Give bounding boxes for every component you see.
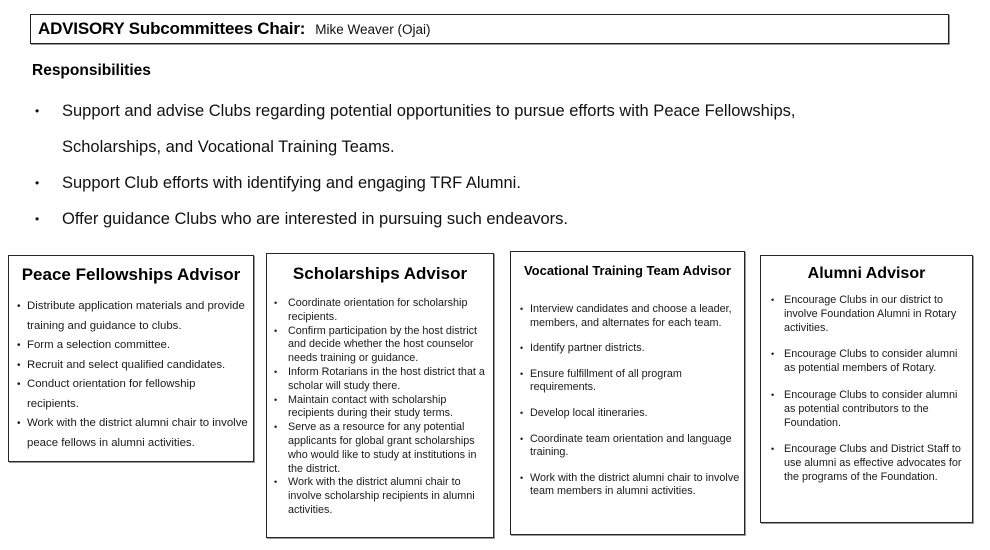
list-item-text: Inform Rotarians in the host district that a scholar will study there. <box>288 365 485 392</box>
list-item-text: Work with the district alumni chair to involve peace fellows in alumni activities. <box>27 417 248 449</box>
list-item-text: Encourage Clubs to consider alumni as potential contributors to the Foundation. <box>784 388 958 429</box>
advisor-duty-list <box>267 297 493 526</box>
list-item <box>269 421 491 476</box>
bullet-icon: • <box>274 477 278 488</box>
advisor-card-title: Peace Fellowships Advisor <box>21 265 241 284</box>
list-item-text: Encourage Clubs to consider alumni as potential members of Rotary. <box>784 348 958 375</box>
advisor-card-scholarships <box>266 253 494 538</box>
list-item <box>768 348 968 376</box>
list-item <box>768 294 968 335</box>
advisor-card-peace-fellowships <box>8 255 254 462</box>
list-item-text: Interview candidates and choose a leader, members, and alternates for each team. <box>530 303 732 329</box>
list-item-text: Encourage Clubs and District Staff to use alumni as effective advocates for the programs of the Foundation. <box>784 443 962 483</box>
advisor-card-alumni <box>760 255 973 523</box>
list-item <box>17 336 249 356</box>
list-item <box>269 394 491 422</box>
advisor-card-vocational-training <box>510 251 745 535</box>
advisor-card-title: Vocational Training Team Advisor <box>523 263 732 278</box>
list-item <box>519 407 740 421</box>
bullet-icon: • <box>520 433 524 444</box>
list-item-text: Encourage Clubs in our district to involve Foundation Alumni in Rotary activities. <box>784 294 957 334</box>
list-item-text: Coordinate team orientation and language training. <box>530 432 732 459</box>
list-item <box>519 433 740 460</box>
bullet-icon: • <box>520 343 524 354</box>
list-item <box>17 356 249 376</box>
list-item-text: Ensure fulfillment of all program requirements. <box>530 367 682 394</box>
list-item-text: Identify partner districts. <box>530 342 645 355</box>
bullet-icon: • <box>520 368 524 379</box>
list-item <box>32 93 877 165</box>
advisor-duty-list <box>511 303 744 507</box>
list-item <box>32 165 877 201</box>
list-item <box>768 443 968 484</box>
chair-name: Mike Weaver (Ojai) <box>315 21 431 37</box>
list-item-text: Support Club efforts with identifying and engaging TRF Alumni. <box>62 174 521 192</box>
list-item <box>519 342 740 356</box>
bullet-icon: • <box>17 340 21 351</box>
list-item <box>269 476 491 517</box>
list-item-text: Support and advise Clubs regarding potential opportunities to pursue efforts with Peace Fellowships, Scholarships, and Vocational Training Teams. <box>62 102 796 156</box>
list-item <box>269 366 491 394</box>
bullet-icon: • <box>274 325 278 336</box>
bullet-icon: • <box>274 298 278 308</box>
list-item <box>17 375 249 414</box>
bullet-icon: • <box>520 304 524 314</box>
bullet-icon: • <box>520 472 524 483</box>
bullet-icon: • <box>274 394 278 405</box>
chair-header-box <box>30 14 949 44</box>
bullet-icon: • <box>35 104 40 118</box>
list-item-text: Conduct orientation for fellowship recipients. <box>27 378 196 410</box>
list-item-text: Serve as a resource for any potential applicants for global grant scholarships who would like to study at institutions in the district. <box>288 421 477 475</box>
responsibilities-heading: Responsibilities <box>32 62 151 79</box>
list-item <box>17 414 249 453</box>
list-item-text: Maintain contact with scholarship recipients during their study terms. <box>288 393 454 420</box>
list-item <box>17 297 249 336</box>
advisor-duty-list <box>761 294 972 493</box>
list-item <box>768 389 968 430</box>
list-item-text: Develop local itineraries. <box>530 406 648 419</box>
responsibilities-list <box>32 93 877 237</box>
list-item <box>519 368 740 395</box>
advisor-card-title: Alumni Advisor <box>807 265 926 282</box>
bullet-icon: • <box>35 176 40 190</box>
list-item-text: Work with the district alumni chair to involve team members in alumni activities. <box>530 471 740 498</box>
advisor-duty-list <box>9 297 253 461</box>
bullet-icon: • <box>274 366 278 377</box>
list-item-text: Distribute application materials and provide training and guidance to clubs. <box>27 300 245 332</box>
bullet-icon: • <box>17 359 21 371</box>
bullet-icon: • <box>771 349 775 360</box>
bullet-icon: • <box>17 301 21 312</box>
list-item <box>519 472 740 499</box>
advisor-card-title: Scholarships Advisor <box>292 264 468 283</box>
bullet-icon: • <box>771 389 775 400</box>
list-item-text: Work with the district alumni chair to involve scholarship recipients in alumni activities. <box>288 476 475 516</box>
list-item-text: Recruit and select qualified candidates. <box>27 358 226 371</box>
list-item-text: Coordinate orientation for scholarship recipients. <box>288 297 468 323</box>
bullet-icon: • <box>771 295 775 305</box>
chair-label: ADVISORY Subcommittees Chair: <box>38 19 306 38</box>
bullet-icon: • <box>771 444 775 455</box>
bullet-icon: • <box>17 379 21 390</box>
list-item-text: Form a selection committee. <box>27 339 171 351</box>
list-item <box>269 325 491 366</box>
list-item-text: Offer guidance Clubs who are interested in pursuing such endeavors. <box>62 210 568 228</box>
list-item <box>269 297 491 325</box>
bullet-icon: • <box>17 418 21 429</box>
bullet-icon: • <box>35 212 40 226</box>
list-item <box>519 303 740 330</box>
bullet-icon: • <box>520 407 524 418</box>
list-item-text: Confirm participation by the host district and decide whether the host counselor needs training or guidance. <box>288 324 478 365</box>
list-item <box>32 201 877 237</box>
bullet-icon: • <box>274 422 278 433</box>
